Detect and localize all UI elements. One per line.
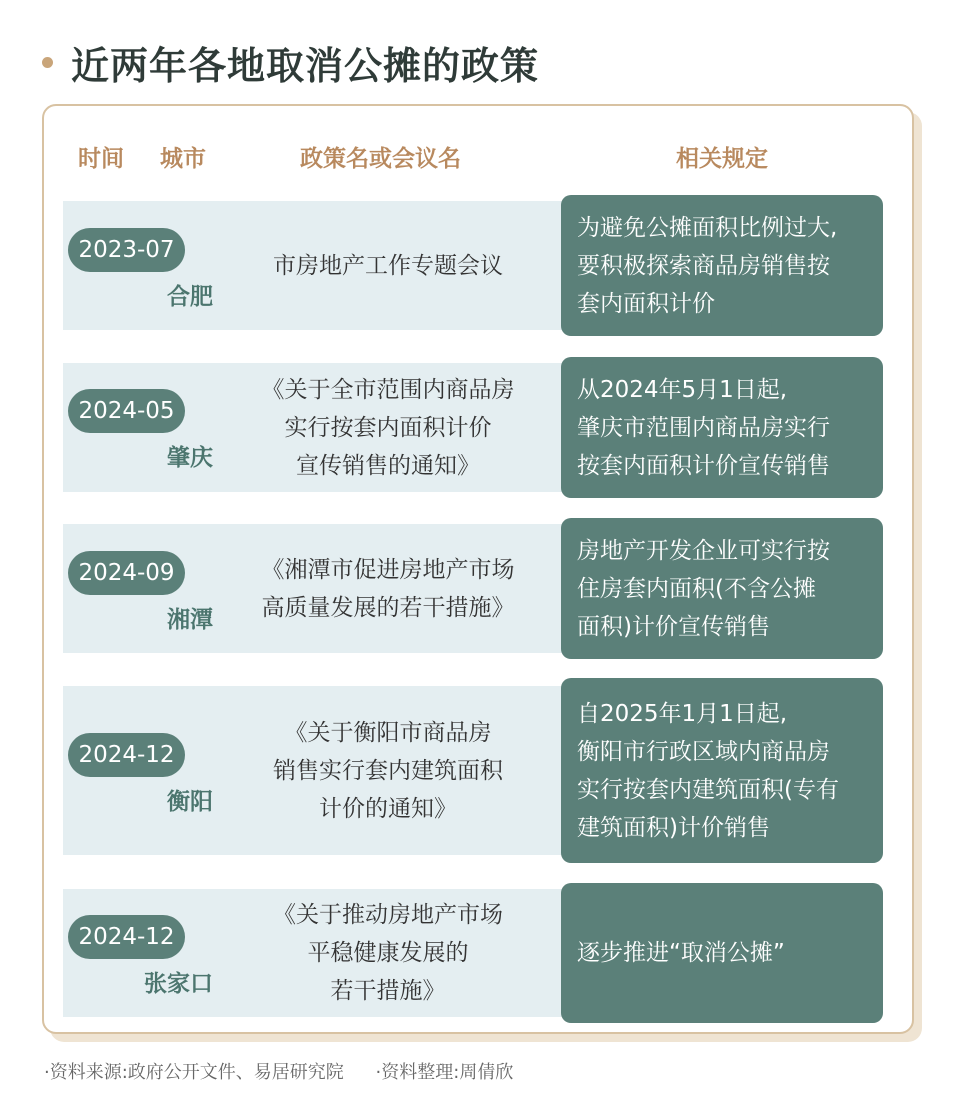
policy-line: 宣传销售的通知》: [296, 452, 480, 479]
rule-line: 建筑面积)计价销售: [577, 814, 770, 841]
policy-line: 《关于衡阳市商品房: [284, 719, 492, 746]
table-row: [63, 363, 885, 492]
date-badge: 2024-05: [68, 389, 185, 433]
policy-name: [223, 363, 553, 492]
rule-line: 自2025年1月1日起,: [577, 700, 788, 727]
rule-line: 从2024年5月1日起,: [577, 376, 788, 403]
rule-box: [561, 357, 883, 498]
compiler-note: ·资料整理:周倩欣: [375, 1062, 514, 1083]
header-rule: 相关规定: [676, 146, 768, 172]
rule-box: [561, 883, 883, 1023]
policy-line: 若干措施》: [330, 978, 446, 1004]
policy-name: [223, 201, 553, 330]
policy-line: 高质量发展的若干措施》: [261, 594, 515, 621]
rule-line: 实行按套内建筑面积(专有: [577, 776, 839, 803]
policy-line: 平稳健康发展的: [307, 940, 469, 966]
policy-line: 《关于推动房地产市场: [273, 902, 503, 928]
city-label: 张家口: [144, 971, 213, 997]
page-title: 近两年各地取消公摊的政策: [71, 43, 540, 88]
table-row: [63, 201, 885, 330]
date-badge: 2023-07: [68, 228, 185, 272]
rule-line: 衡阳市行政区域内商品房: [577, 738, 830, 765]
source-note: ·资料来源:政府公开文件、易居研究院: [44, 1062, 344, 1083]
rule-box: [561, 195, 883, 336]
policy-line: 《湘潭市促进房地产市场: [261, 556, 515, 583]
rule-line: 住房套内面积(不含公摊: [577, 575, 816, 602]
policy-line: 市房地产工作专题会议: [273, 252, 503, 279]
policy-line: 计价的通知》: [319, 795, 457, 822]
rule-line: 为避免公摊面积比例过大,: [577, 214, 838, 241]
bullet-dot-icon: [42, 57, 53, 68]
rule-line: 逐步推进“取消公摊”: [577, 940, 785, 966]
city-label: 衡阳: [167, 789, 213, 815]
table-row: [63, 686, 885, 855]
date-badge: 2024-12: [68, 733, 185, 777]
title-row: [42, 34, 539, 90]
policy-line: 销售实行套内建筑面积: [273, 757, 503, 784]
rule-box: [561, 678, 883, 863]
date-badge: 2024-12: [68, 915, 185, 959]
policy-name: [223, 524, 553, 653]
policy-name: [223, 686, 553, 855]
date-badge: 2024-09: [68, 551, 185, 595]
policy-line: 《关于全市范围内商品房: [261, 376, 515, 403]
header-time: 时间: [78, 146, 124, 172]
policy-line: 实行按套内面积计价: [284, 414, 492, 441]
rule-line: 房地产开发企业可实行按: [577, 537, 830, 564]
table-row: [63, 524, 885, 653]
policy-name: [223, 889, 553, 1017]
city-label: 合肥: [167, 284, 213, 310]
rule-line: 肇庆市范围内商品房实行: [577, 414, 830, 441]
city-label: 湘潭: [167, 607, 213, 633]
header-policy: 政策名或会议名: [300, 146, 461, 172]
rule-line: 套内面积计价: [577, 290, 715, 317]
header-city: 城市: [160, 146, 206, 172]
table-row: [63, 889, 885, 1017]
rule-box: [561, 518, 883, 659]
rule-line: 面积)计价宣传销售: [577, 613, 770, 640]
rule-line: 要积极探索商品房销售按: [577, 252, 830, 279]
city-label: 肇庆: [167, 445, 213, 471]
footer-note: [44, 1058, 539, 1084]
rule-line: 按套内面积计价宣传销售: [577, 452, 830, 479]
